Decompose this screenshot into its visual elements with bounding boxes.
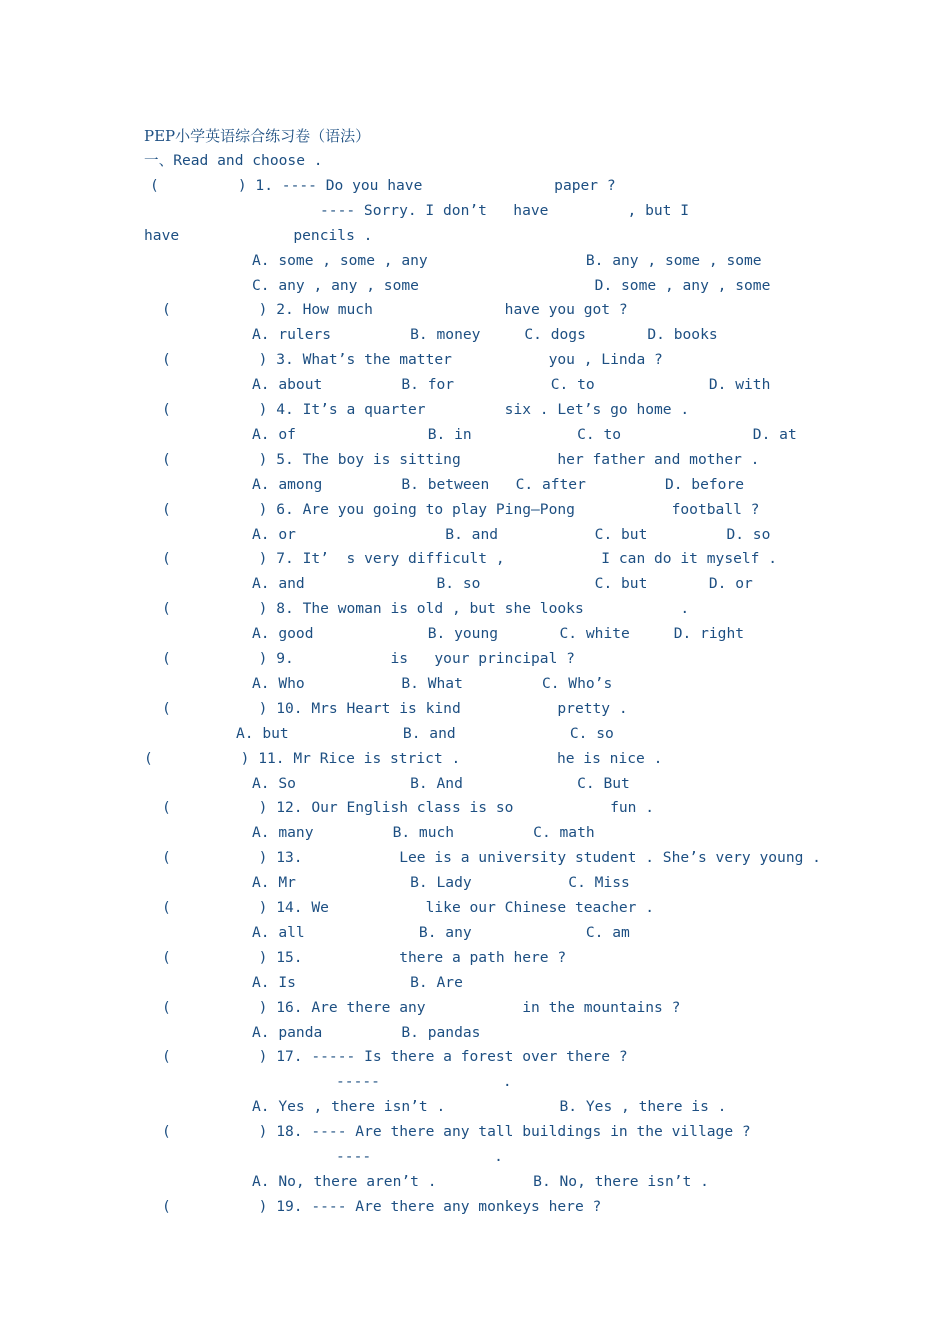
question-line: ( ) 4. It’s a quarter six . Let’s go home .: [162, 401, 690, 418]
option-line: A. Is B. Are: [252, 974, 463, 991]
question-line: ( ) 11. Mr Rice is strict . he is nice .: [144, 750, 663, 767]
option-line: A. and B. so C. but D. or: [252, 575, 753, 592]
question-line: ( ) 10. Mrs Heart is kind pretty .: [162, 700, 628, 717]
option-line: A. Mr B. Lady C. Miss: [252, 874, 630, 891]
option-line: A. among B. between C. after D. before: [252, 476, 745, 493]
question-line: have pencils .: [144, 227, 373, 244]
section-heading: 一、Read and choose .: [144, 152, 323, 169]
question-line: ( ) 8. The woman is old , but she looks .: [162, 600, 690, 617]
option-line: C. any , any , some D. some , any , some: [252, 277, 771, 294]
question-line: ( ) 7. It’ s very difficult , I can do it myself .: [162, 550, 778, 567]
option-line: A. Who B. What C. Who’s: [252, 675, 613, 692]
option-line: A. good B. young C. white D. right: [252, 625, 745, 642]
question-line: ( ) 9. is your principal ?: [162, 650, 575, 667]
option-line: A. panda B. pandas: [252, 1024, 481, 1041]
question-line: ( ) 14. We like our Chinese teacher .: [162, 899, 655, 916]
option-line: A. many B. much C. math: [252, 824, 595, 841]
option-line: A. some , some , any B. any , some , some: [252, 252, 762, 269]
option-line: A. all B. any C. am: [252, 924, 630, 941]
option-line: A. about B. for C. to D. with: [252, 376, 771, 393]
question-line: ( ) 3. What’s the matter you , Linda ?: [162, 351, 663, 368]
option-line: A. Yes , there isn’t . B. Yes , there is .: [252, 1098, 727, 1115]
option-line: A. of B. in C. to D. at: [252, 426, 797, 443]
question-line: ( ) 12. Our English class is so fun .: [162, 799, 655, 816]
worksheet-title: PEP小学英语综合练习卷（语法）: [144, 127, 371, 145]
option-line: A. rulers B. money C. dogs D. books: [252, 326, 718, 343]
question-line: ( ) 5. The boy is sitting her father and mother .: [162, 451, 760, 468]
question-line: ( ) 19. ---- Are there any monkeys here ?: [162, 1198, 602, 1215]
question-line: ( ) 16. Are there any in the mountains ?: [162, 999, 681, 1016]
option-line: A. or B. and C. but D. so: [252, 526, 771, 543]
answer-line: ---- .: [336, 1148, 503, 1165]
option-line: A. So B. And C. But: [252, 775, 630, 792]
question-line: ---- Sorry. I don’t have , but I: [320, 202, 690, 219]
question-line: ( ) 18. ---- Are there any tall buildings in the village ?: [162, 1123, 751, 1140]
question-line: ( ) 6. Are you going to play Ping—Pong football ?: [162, 501, 760, 518]
answer-line: ----- .: [336, 1073, 512, 1090]
question-line: ( ) 1. ---- Do you have paper ?: [150, 177, 616, 194]
option-line: A. No, there aren’t . B. No, there isn’t .: [252, 1173, 709, 1190]
question-line: ( ) 13. Lee is a university student . She’s very young .: [162, 849, 821, 866]
option-line: A. but B. and C. so: [236, 725, 614, 742]
question-line: ( ) 2. How much have you got ?: [162, 301, 628, 318]
question-line: ( ) 15. there a path here ?: [162, 949, 567, 966]
question-line: ( ) 17. ----- Is there a forest over there ?: [162, 1048, 628, 1065]
